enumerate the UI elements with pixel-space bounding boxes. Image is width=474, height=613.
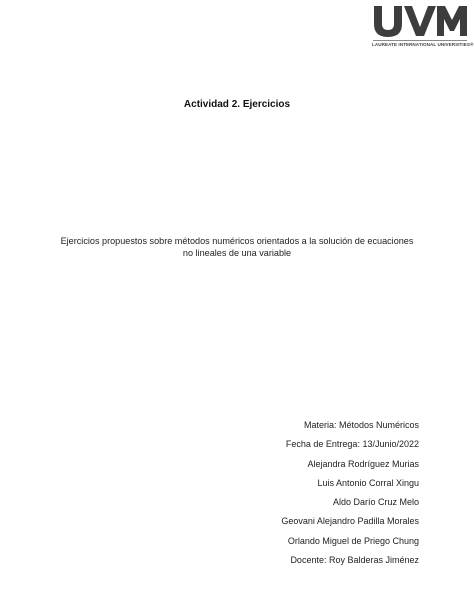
document-title: Actividad 2. Ejercicios <box>183 99 291 110</box>
author-line: Luis Antonio Corral Xingu <box>317 477 419 488</box>
instructor-line: Docente: Roy Balderas Jiménez <box>290 555 419 566</box>
author-line: Alejandra Rodríguez Murias <box>307 458 419 469</box>
author-line: Aldo Darío Cruz Melo <box>332 497 419 508</box>
subtitle-line: no lineales de una variable <box>182 248 292 258</box>
due-date-line: Fecha de Entrega: 13/Junio/2022 <box>285 439 419 450</box>
document-details <box>119 419 419 573</box>
subject-line: Materia: Métodos Numéricos <box>303 420 419 430</box>
document-subtitle <box>40 235 434 259</box>
subtitle-line: Ejercicios propuestos sobre métodos numéricos orientados a la solución de ecuaciones <box>60 236 414 246</box>
author-line: Orlando Miguel de Priego Chung <box>287 535 419 546</box>
author-line: Geovani Alejandro Padilla Morales <box>281 516 419 527</box>
logo-tagline: LAUREATE INTERNATIONAL UNIVERSITIES® <box>372 42 474 47</box>
logo-divider <box>373 40 467 41</box>
uvm-logo <box>371 4 474 48</box>
uvm-logo-mark <box>371 4 469 38</box>
